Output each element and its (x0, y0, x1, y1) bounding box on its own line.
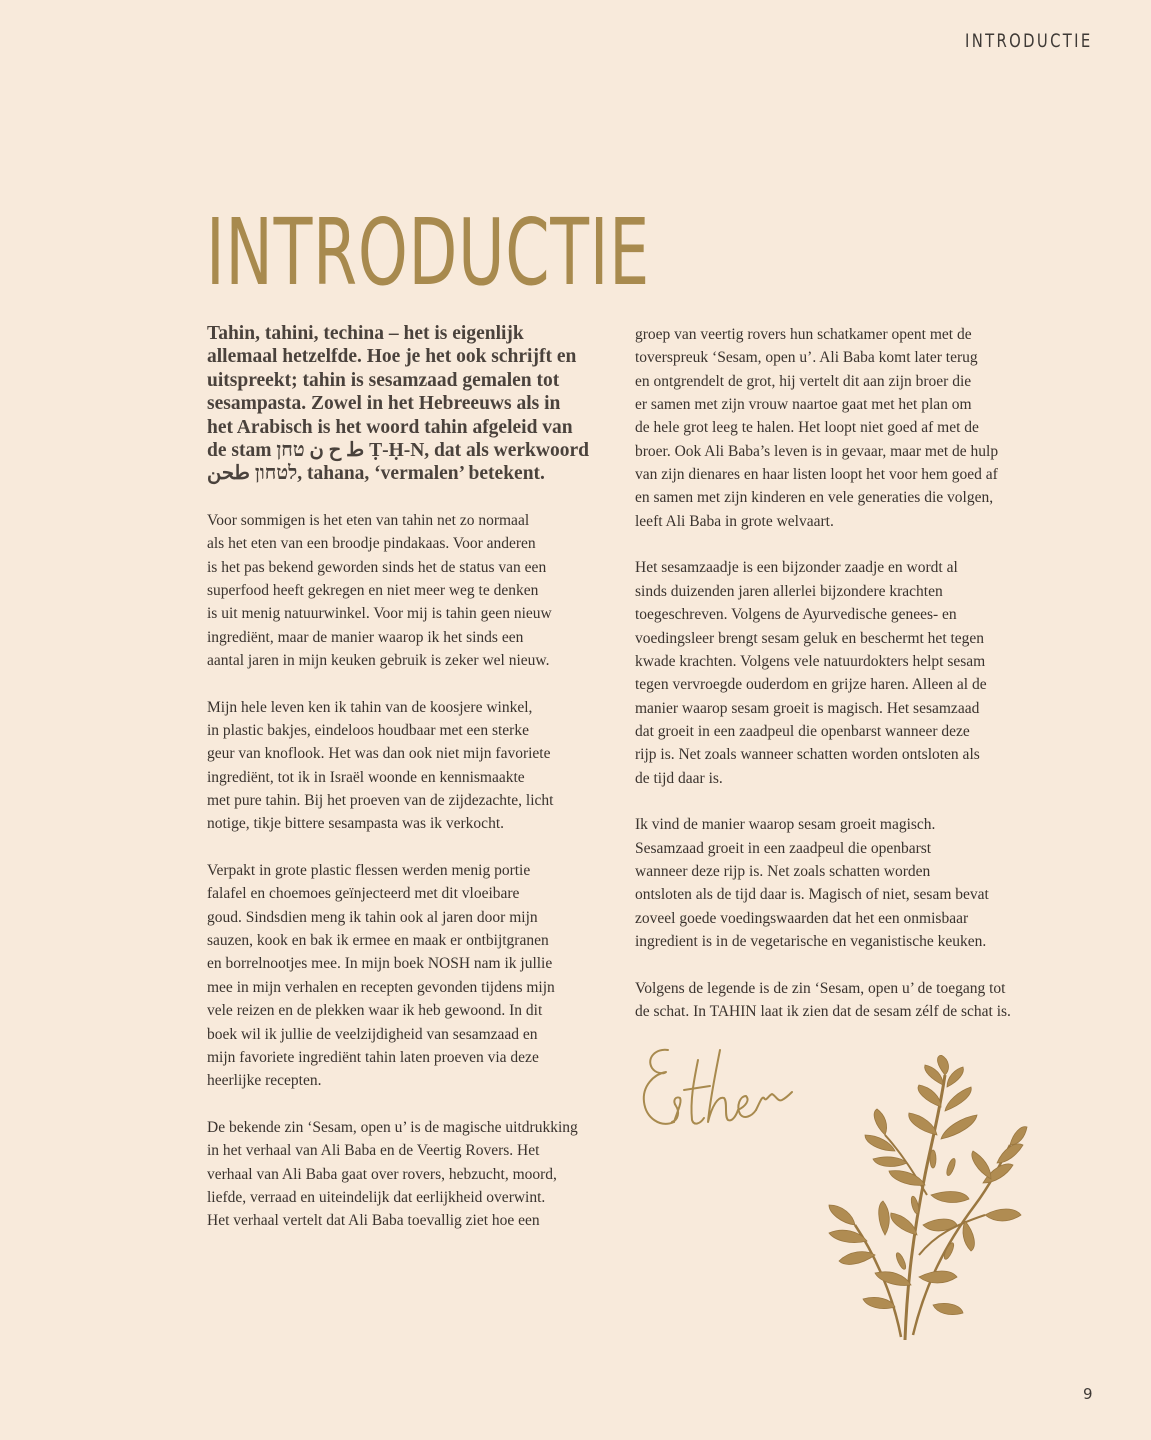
text-line: toegeschreven. Volgens de Ayurvedische genees- en (635, 606, 957, 624)
lead-line: de stam ط ح ن טחן Ṭ-Ḥ-N, dat als werkwoord (207, 440, 589, 462)
text-line: met pure tahin. Bij het proeven van de zijdezachte, licht (207, 792, 554, 810)
text-line: leeft Ali Baba in grote welvaart. (635, 512, 834, 530)
text-line: ingredient is in de vegetarische en veganistische keuken. (635, 933, 987, 951)
text-line: aantal jaren in mijn keuken gebruik is zeker wel nieuw. (207, 651, 550, 669)
text-line: broer. Ook Ali Baba’s leven is in gevaar, maar met de hulp (635, 442, 999, 460)
page-number: 9 (1083, 1385, 1093, 1403)
text-line: mee in mijn verhalen en recepten gevonden tijdens mijn (207, 978, 555, 996)
text-line: tegen vervroegde ouderdom en grijze haren. Alleen al de (635, 676, 987, 694)
text-line: Het sesamzaadje is een bijzonder zaadje en wordt al (635, 559, 958, 577)
text-line: in het verhaal van Ali Baba en de Veertig Rovers. Het (207, 1142, 540, 1160)
text-line: Sesamzaad groeit in een zaadpeul die openbarst (635, 839, 932, 857)
left-column (207, 322, 607, 1256)
text-line: ingrediënt, maar de manier waarop ik het sinds een (207, 628, 524, 646)
text-line: De bekende zin ‘Sesam, open u’ is de magische uitdrukking (207, 1118, 578, 1136)
paragraph-tahin-normaal (207, 509, 607, 672)
text-line: Volgens de legende is de zin ‘Sesam, open u’ de toegang tot (635, 979, 1006, 997)
text-line: ingrediënt, tot ik in Israël woonde en kennismaakte (207, 768, 525, 786)
lead-line: uitspreekt; tahin is sesamzaad gemalen tot (207, 369, 560, 391)
text-line: Ik vind de manier waarop sesam groeit magisch. (635, 816, 936, 834)
text-line: als het eten van een broodje pindakaas. Voor anderen (207, 535, 536, 553)
text-line: Verpakt in grote plastic flessen werden menig portie (207, 862, 531, 880)
paragraph-legende (635, 977, 1035, 1024)
running-header: INTRODUCTIE (965, 30, 1093, 52)
lead-line: allemaal hetzelfde. Hoe je het ook schrijft en (207, 346, 577, 368)
text-line: mijn favoriete ingrediënt tahin laten proeven via deze (207, 1048, 539, 1066)
text-line: en samen met zijn kinderen en vele generaties die volgen, (635, 489, 994, 507)
text-line: wanneer deze rijp is. Net zoals schatten worden (635, 863, 931, 880)
text-line: toverspreuk ‘Sesam, open u’. Ali Baba komt later terug (635, 349, 978, 367)
text-line: ontsloten als de tijd daar is. Magisch of niet, sesam bevat (635, 886, 989, 904)
paragraph-sesam-open-u (207, 1116, 607, 1233)
text-line: manier waarop sesam groeit is magisch. Het sesamzaad (635, 699, 980, 717)
text-line: notige, tikje bittere sesampasta was ik verkocht. (207, 815, 504, 833)
text-line: de tijd daar is. (635, 769, 723, 787)
text-line: sinds duizenden jaren allerlei bijzondere krachten (635, 582, 943, 600)
text-line: heerlijke recepten. (207, 1072, 322, 1090)
text-line: kwade krachten. Volgens vele natuurdokters helpt sesam (635, 652, 986, 670)
text-line: geur van knoflook. Het was dan ook niet mijn favoriete (207, 745, 551, 763)
text-line: is uit menig natuurwinkel. Voor mij is tahin geen nieuw (207, 605, 552, 623)
text-line: is het pas bekend geworden sinds het de status van een (207, 558, 547, 576)
paragraph-ali-baba (635, 323, 1035, 533)
lead-line: het Arabisch is het woord tahin afgeleid van (207, 416, 573, 438)
text-line: de hele grot leeg te halen. Het loopt niet goed af met de (635, 419, 979, 437)
text-line: en borrelnootjes mee. In mijn boek NOSH nam ik jullie (207, 955, 553, 973)
paragraph-magisch (635, 813, 1035, 953)
paragraph-sesamzaadje (635, 556, 1035, 789)
text-line: er samen met zijn vrouw naartoe gaat met het plan om (635, 396, 972, 414)
text-line: liefde, verraad en uiteindelijk dat eerlijkheid overwint. (207, 1188, 546, 1206)
paragraph-koosjere-winkel (207, 696, 607, 836)
text-line: goud. Sindsdien meng ik tahin ook al jaren door mijn (207, 908, 538, 926)
text-line: zoveel goede voedingswaarden dat het een onmisbaar (635, 909, 969, 927)
text-line: dat groeit in een zaadpeul die openbarst wanneer deze (635, 722, 970, 740)
text-line: falafel en choemoes geïnjecteerd met dit vloeibare (207, 885, 520, 903)
text-line: voedingsleer brengt sesam geluk en beschermt het tegen (635, 629, 985, 647)
text-line: superfood heeft gekregen en niet meer weg te denken (207, 581, 539, 599)
text-line: Het verhaal vertelt dat Ali Baba toevallig ziet hoe een (207, 1212, 540, 1230)
sesame-plant-illustration (815, 1055, 1030, 1340)
lead-paragraph (207, 322, 607, 486)
lead-line: sesampasta. Zowel in het Hebreeuws als in (207, 393, 561, 415)
text-line: van zijn dienares en haar listen loopt het voor hem goed af (635, 466, 998, 484)
text-line: boek wil ik jullie de veelzijdigheid van sesamzaad en (207, 1025, 538, 1043)
text-line: sauzen, kook en bak ik ermee en maak er ontbijtgranen (207, 932, 549, 950)
text-line: groep van veertig rovers hun schatkamer opent met de (635, 326, 972, 343)
text-line: Mijn hele leven ken ik tahin van de koosjere winkel, (207, 698, 533, 716)
paragraph-plastic-flessen (207, 859, 607, 1092)
text-line: in plastic bakjes, eindeloos houdbaar met een sterke (207, 721, 529, 739)
text-line: verhaal van Ali Baba gaat over rovers, hebzucht, moord, (207, 1165, 557, 1183)
text-line: de schat. In TAHIN laat ik zien dat de sesam zélf de schat is. (635, 1003, 1011, 1021)
lead-line: Tahin, tahini, techina – het is eigenlijk (207, 323, 524, 344)
text-line: rijp is. Net zoals wanneer schatten worden ontsloten als (635, 746, 980, 764)
right-column (635, 323, 1035, 1047)
page-title: INTRODUCTIE (206, 199, 650, 306)
signature (638, 1040, 798, 1140)
text-line: Voor sommigen is het eten van tahin net zo normaal (207, 511, 530, 529)
text-line: vele reizen en de plekken waar ik heb gewoond. In dit (207, 1002, 543, 1020)
lead-line: לטחון طحن, tahana, ‘vermalen’ betekent. (207, 463, 545, 485)
text-line: en ontgrendelt de grot, hij vertelt dit aan zijn broer die (635, 372, 972, 390)
